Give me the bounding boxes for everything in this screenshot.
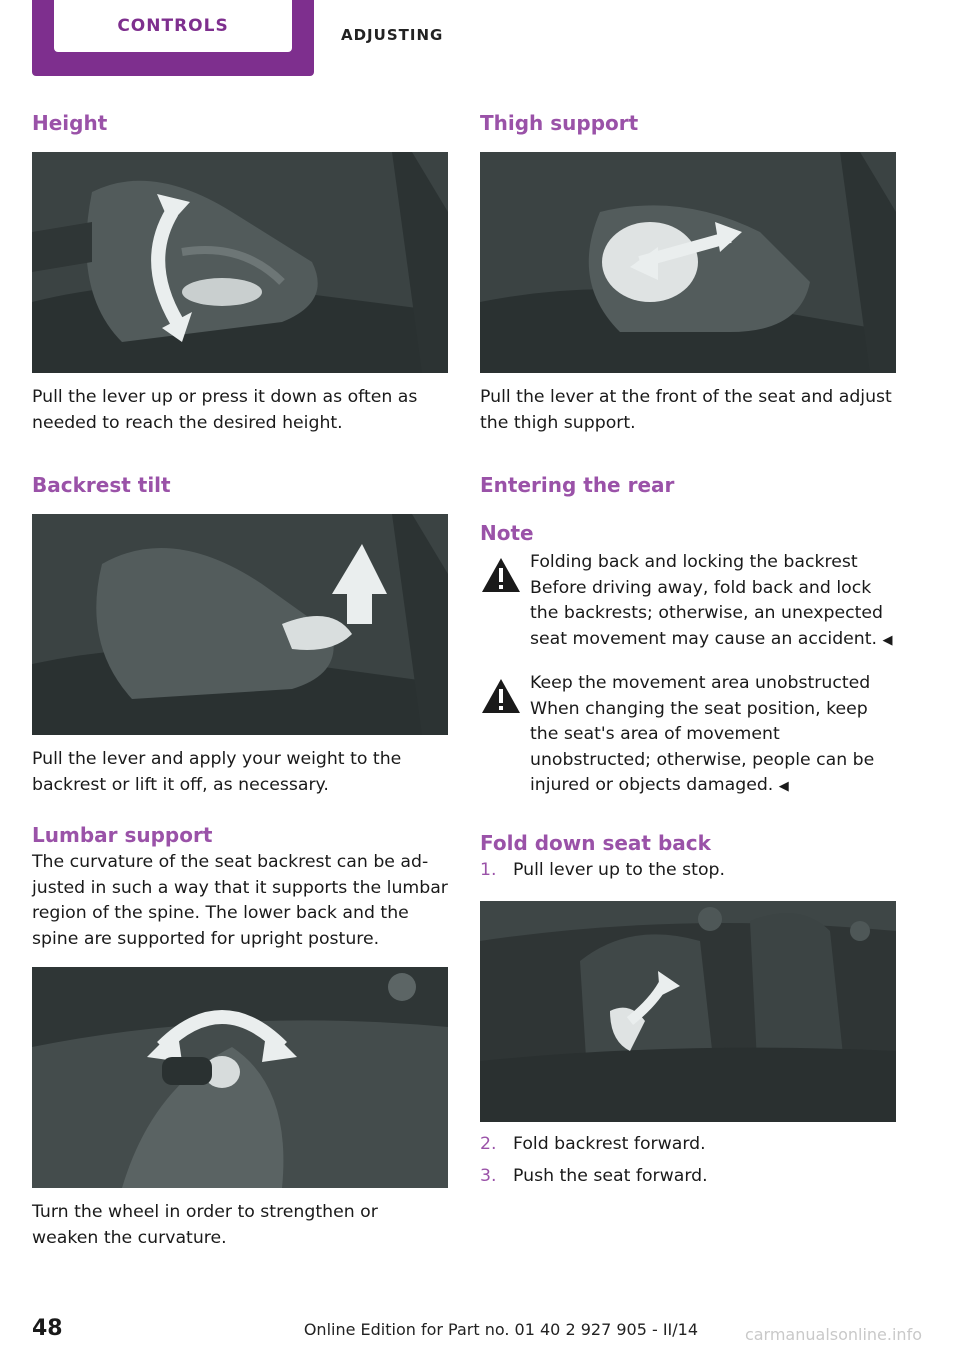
fold-down-heading: Fold down seat back	[480, 830, 711, 855]
end-mark-icon: ◀	[882, 632, 893, 648]
backrest-tilt-heading: Backrest tilt	[32, 473, 171, 497]
warning-triangle-icon	[480, 677, 522, 715]
height-heading: Height	[32, 111, 108, 135]
lumbar-text: The curvature of the seat backrest can be ad‐justed in such a way that it supports the lumbar region of the spine. The lower back and the spine are supported for upright posture.	[32, 852, 448, 949]
end-mark-icon: ◀	[778, 779, 789, 794]
backrest-tilt-illustration	[32, 514, 448, 735]
step-3	[480, 1164, 896, 1190]
page-number: 48	[32, 1316, 63, 1341]
thigh-support-text: Pull the lever at the front of the seat and adjust the thigh support.	[480, 387, 892, 433]
fold-seat-image	[480, 901, 896, 1122]
left-column	[32, 108, 448, 1251]
warning-triangle-icon	[480, 556, 522, 594]
thigh-support-illustration	[480, 152, 896, 373]
tab-controls[interactable]	[32, 0, 314, 76]
warning1-title: Folding back and locking the backrest	[530, 552, 858, 572]
fold-steps-list-continued	[480, 1132, 896, 1189]
step-1	[480, 858, 896, 884]
warning2-body: When changing the seat position, keep the seat's area of movement unobstructed; otherwise, people can be injured or objects damaged.	[530, 698, 875, 795]
tab-controls-label: CONTROLS	[117, 16, 229, 36]
step-1-text: Pull lever up to the stop.	[513, 859, 725, 880]
warning1-body: Before driving away, fold back and lock the backrests; otherwise, an unexpected seat movement may cause an accident.	[530, 577, 883, 649]
lumbar-heading: Lumbar support	[32, 823, 213, 847]
fold-steps-list	[480, 858, 896, 884]
backrest-tilt-image	[32, 514, 448, 735]
warning2-text	[530, 697, 896, 800]
tab-adjusting-label: ADJUSTING	[341, 26, 444, 44]
tab-adjusting[interactable]	[341, 0, 443, 70]
backrest-tilt-text: Pull the lever and apply your weight to the backrest or lift it off, as necessary.	[32, 749, 402, 795]
watermark-text: carmanualsonline.info	[744, 1325, 922, 1344]
edition-text: Online Edition for Part no. 01 40 2 927 905 - II/14	[303, 1320, 698, 1339]
step-2	[480, 1132, 896, 1158]
warning2-title: Keep the movement area unobstructed	[530, 673, 871, 693]
height-seat-illustration	[32, 152, 448, 373]
lumbar-wheel-text: Turn the wheel in order to strengthen or weaken the curvature.	[32, 1202, 378, 1248]
warning1-first-line	[530, 576, 896, 654]
step-2-text: Fold backrest forward.	[513, 1134, 706, 1154]
header-tabs	[32, 0, 462, 76]
thigh-support-image	[480, 152, 896, 373]
step-1-number: 1.	[480, 859, 497, 880]
seat-height-image	[32, 152, 448, 373]
warning-folding-backrest	[480, 550, 896, 653]
right-column	[480, 108, 896, 1189]
warning-movement-area	[480, 671, 896, 800]
lumbar-image	[32, 967, 448, 1188]
step-3-text: Push the seat forward.	[513, 1165, 708, 1186]
entering-rear-heading: Entering the rear	[480, 473, 675, 497]
thigh-support-heading: Thigh support	[480, 111, 639, 135]
step-2-number: 2.	[480, 1134, 497, 1154]
fold-seat-illustration	[480, 901, 896, 1122]
step-3-number: 3.	[480, 1165, 497, 1186]
lumbar-illustration	[32, 967, 448, 1188]
height-text: Pull the lever up or press it down as often as needed to reach the desired height.	[32, 387, 418, 433]
note-heading: Note	[480, 521, 534, 545]
